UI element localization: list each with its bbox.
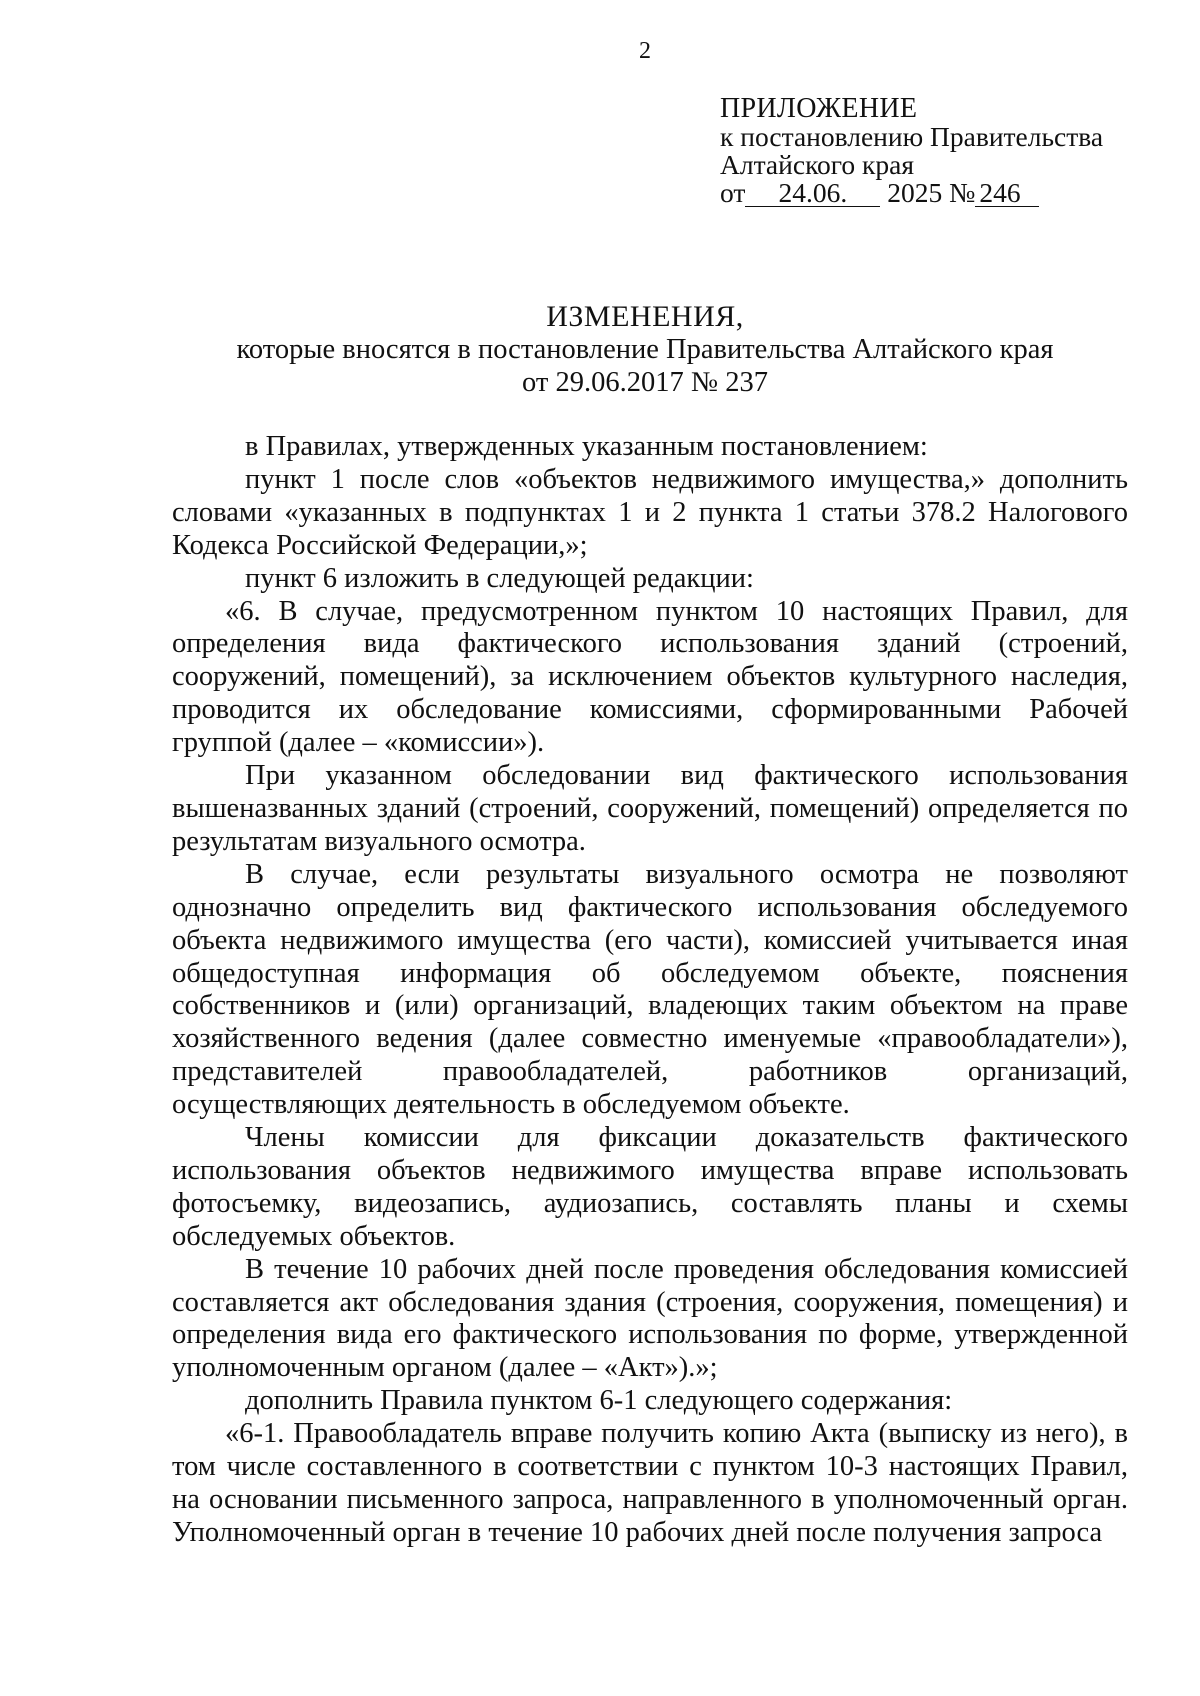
appendix-line-2: Алтайского края (720, 149, 914, 180)
paragraph-3: пункт 6 изложить в следующей редакции: (245, 562, 754, 594)
appendix-date-line (720, 179, 1160, 207)
paragraph-5: При указанном обследовании вид фактического использования вышеназванных зданий (строений, сооружений, помещений) определяется по результатам визуального осмотра. (172, 760, 1128, 857)
resolution-date: 24.06. (745, 179, 880, 207)
paragraph-7: Члены комиссии для фиксации доказательств фактического использования объектов недвижимого имущества вправе использовать фотосъемку, видеозапись, аудиозапись, составлять планы и схемы обследуемых объектов. (172, 1122, 1128, 1252)
paragraph-1: в Правилах, утвержденных указанным постановлением: (245, 431, 928, 462)
resolution-number: 246 (975, 179, 1039, 207)
paragraph-10: «6-1. Правообладатель вправе получить копию Акта (выписку из него), в том числе составленного в соответствии с пунктом 10-3 настоящих Правил, на основании письменного запроса, направленного в уполномоченный орган. Уполномоченный орган в течение 10 рабочих дней после получения запроса (172, 1418, 1128, 1548)
paragraph-6: В случае, если результаты визуального осмотра не позволяют однозначно определить вид фактического использования обследуемого объекта недвижимого имущества (его части), комиссией учитывается иная общедоступная информация об обследуемом объекте, пояснения собственников и (или) организаций, владеющих таким объектом на праве хозяйственного ведения (далее совместно именуемые «правообладатели»), представителей правообладателей, работников организаций, осуществляющих деятельность в обследуемом объекте. (172, 858, 1128, 1121)
paragraph-8: В течение 10 рабочих дней после проведения обследования комиссией составляется акт обследования здания (строения, сооружения, помещения) и определения вида его фактического использования по форме, утвержденной уполномоченным органом (далее – «Акт»).»; (172, 1253, 1128, 1384)
date-prefix: от (720, 177, 746, 208)
document-heading (0, 300, 1200, 399)
heading-line-1: которые вносятся в постановление Правительства Алтайского края (236, 334, 1054, 365)
document-body (172, 431, 1128, 1550)
appendix-line-1: к постановлению Правительства (720, 121, 1104, 152)
appendix-title: ПРИЛОЖЕНИЕ (720, 93, 918, 124)
heading-line-2: от 29.06.2017 № 237 (522, 367, 768, 398)
paragraph-2: пункт 1 после слов «объектов недвижимого имущества,» дополнить словами «указанных в подпунктах 1 и 2 пункта 1 статьи 378.2 Налогового Кодекса Российской Федерации,»; (172, 463, 1128, 561)
heading-title: ИЗМЕНЕНИЯ, (546, 300, 744, 333)
page-number: 2 (639, 38, 651, 64)
resolution-year: 2025 № (887, 177, 976, 208)
paragraph-4: «6. В случае, предусмотренном пунктом 10 настоящих Правил, для определения вида фактического использования зданий (строений, сооружений, помещений), за исключением объектов культурного наследия, проводится их обследование комиссиями, сформированными Рабочей группой (далее – «комиссии»). (172, 595, 1128, 759)
paragraph-9: дополнить Правила пунктом 6-1 следующего содержания: (245, 1385, 953, 1417)
appendix-block (720, 95, 1160, 207)
